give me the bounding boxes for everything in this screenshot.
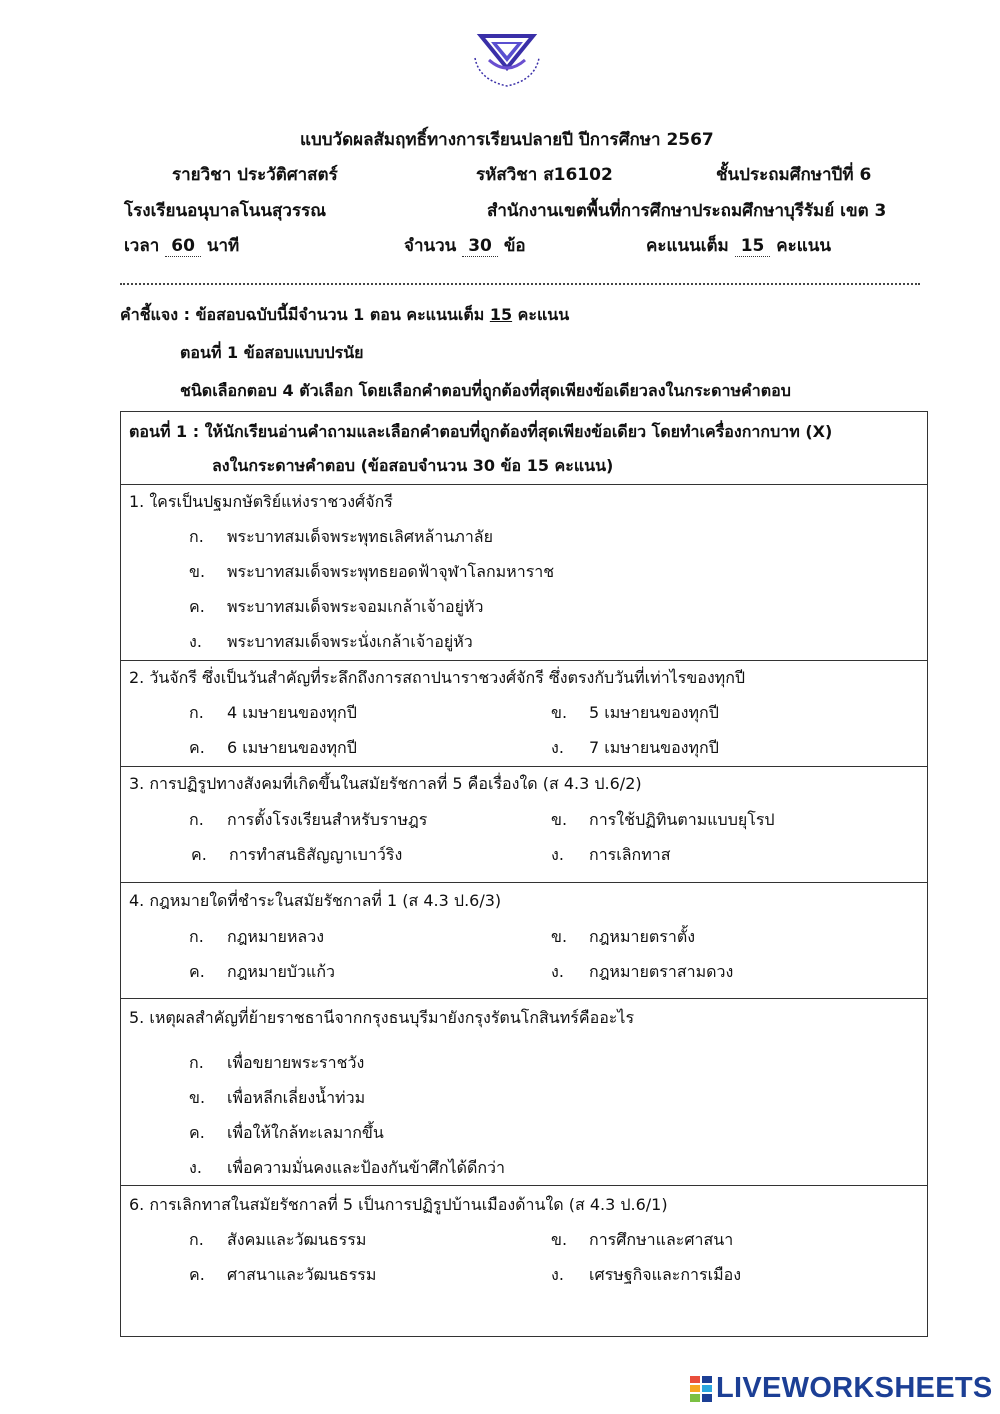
row-divider <box>121 766 927 767</box>
school-emblem-icon <box>467 30 547 92</box>
instructions-line-2: ตอนที่ 1 ข้อสอบแบบปรนัย <box>180 343 364 362</box>
time-value: 60 <box>165 236 201 257</box>
liveworksheets-brand <box>690 1372 993 1405</box>
answer-option[interactable]: ข. 5 เมษายนของทุกปี <box>551 703 719 722</box>
answer-option[interactable]: ก. การตั้งโรงเรียนสำหรับราษฎร <box>189 810 428 829</box>
answer-option[interactable]: ง. เพื่อความมั่นคงและป้องกันข้าศึกได้ดีกว่า <box>189 1158 506 1177</box>
answer-option[interactable]: ง. 7 เมษายนของทุกปี <box>551 738 719 757</box>
section-header-line-1: ตอนที่ 1 : ให้นักเรียนอ่านคำถามและเลือกคำตอบที่ถูกต้องที่สุดเพียงข้อเดียว โดยทำเครื่องกากบาท (X) <box>129 422 833 441</box>
answer-option[interactable]: ก. สังคมและวัฒนธรรม <box>189 1230 367 1249</box>
question-4: 4. กฎหมายใดที่ชำระในสมัยรัชกาลที่ 1 (ส 4.3 ป.6/3) <box>129 891 502 910</box>
full-score-value: 15 <box>735 236 771 257</box>
answer-option[interactable]: ก. กฎหมายหลวง <box>189 927 325 946</box>
answer-option[interactable]: ข. พระบาทสมเด็จพระพุทธยอดฟ้าจุฬาโลกมหาราช <box>189 562 555 581</box>
school-name: โรงเรียนอนุบาลโนนสุวรรณ <box>124 201 326 221</box>
answer-option[interactable]: ก. เพื่อขยายพระราชวัง <box>189 1053 365 1072</box>
answer-option[interactable]: ง. กฎหมายตราสามดวง <box>551 962 734 981</box>
answer-option[interactable]: ค. การทำสนธิสัญญาเบาว์ริง <box>191 845 403 864</box>
question-6: 6. การเลิกทาสในสมัยรัชกาลที่ 5 เป็นการปฏิรูปบ้านเมืองด้านใด (ส 4.3 ป.6/1) <box>129 1195 668 1214</box>
question-3: 3. การปฏิรูปทางสังคมที่เกิดขึ้นในสมัยรัชกาลที่ 5 คือเรื่องใด (ส 4.3 ป.6/2) <box>129 774 642 793</box>
dotted-divider <box>120 283 920 285</box>
question-2: 2. วันจักรี ซึ่งเป็นวันสำคัญที่ระลึกถึงการสถาปนาราชวงศ์จักรี ซึ่งตรงกับวันที่เท่าไรของทุกปี <box>129 668 746 687</box>
subject-code: รหัสวิชา ส16102 <box>476 165 613 185</box>
question-count-value: 30 <box>462 236 498 257</box>
question-1: 1. ใครเป็นปฐมกษัตริย์แห่งราชวงศ์จักรี <box>129 492 393 511</box>
liveworksheets-logo-icon <box>690 1376 712 1402</box>
answer-option[interactable]: ค. พระบาทสมเด็จพระจอมเกล้าเจ้าอยู่หัว <box>189 597 484 616</box>
subject-label: รายวิชา ประวัติศาสตร์ <box>172 165 338 185</box>
answer-option[interactable]: ค. กฎหมายบัวแก้ว <box>189 962 336 981</box>
question-5: 5. เหตุผลสำคัญที่ย้ายราชธานีจากกรุงธนบุรีมายังกรุงรัตนโกสินทร์คืออะไร <box>129 1008 635 1027</box>
answer-option[interactable]: ข. การใช้ปฏิทินตามแบบยุโรป <box>551 810 775 829</box>
row-divider <box>121 660 927 661</box>
grade-level: ชั้นประถมศึกษาปีที่ 6 <box>716 165 872 185</box>
question-box <box>120 411 928 1337</box>
answer-option[interactable]: ก. 4 เมษายนของทุกปี <box>189 703 357 722</box>
answer-option[interactable]: ค. เพื่อให้ใกล้ทะเลมากขึ้น <box>189 1123 384 1142</box>
instructions-score-value: 15 <box>489 305 513 324</box>
instructions-line-3: ชนิดเลือกตอบ 4 ตัวเลือก โดยเลือกคำตอบที่ถูกต้องที่สุดเพียงข้อเดียวลงในกระดาษคำตอบ <box>180 381 791 400</box>
page-title: แบบวัดผลสัมฤทธิ์ทางการเรียนปลายปี ปีการศึกษา 2567 <box>300 130 714 150</box>
time-info: เวลา 60 นาที <box>124 236 240 256</box>
answer-option[interactable]: ค. 6 เมษายนของทุกปี <box>189 738 357 757</box>
row-divider <box>121 484 927 485</box>
answer-option[interactable]: ง. การเลิกทาส <box>551 845 671 864</box>
answer-option[interactable]: ข. กฎหมายตราตั้ง <box>551 927 696 946</box>
question-count-info: จำนวน 30 ข้อ <box>404 236 526 256</box>
row-divider <box>121 882 927 883</box>
answer-option[interactable]: ง. เศรษฐกิจและการเมือง <box>551 1265 742 1284</box>
full-score-info: คะแนนเต็ม 15 คะแนน <box>646 236 831 256</box>
brand-text: LIVEWORKSHEETS <box>716 1372 993 1404</box>
answer-option[interactable]: ง. พระบาทสมเด็จพระนั่งเกล้าเจ้าอยู่หัว <box>189 632 473 651</box>
answer-option[interactable]: ก. พระบาทสมเด็จพระพุทธเลิศหล้านภาลัย <box>189 527 493 546</box>
row-divider <box>121 1185 927 1186</box>
instructions-line-1: คำชี้แจง : ข้อสอบฉบับนี้มีจำนวน 1 ตอน คะแนนเต็ม 15 คะแนน <box>120 305 570 324</box>
education-office: สำนักงานเขตพื้นที่การศึกษาประถมศึกษาบุรีรัมย์ เขต 3 <box>487 201 887 221</box>
answer-option[interactable]: ค. ศาสนาและวัฒนธรรม <box>189 1265 377 1284</box>
section-header-line-2: ลงในกระดาษคำตอบ (ข้อสอบจำนวน 30 ข้อ 15 คะแนน) <box>212 456 614 475</box>
answer-option[interactable]: ข. เพื่อหลีกเลี่ยงน้ำท่วม <box>189 1088 366 1107</box>
row-divider <box>121 998 927 999</box>
answer-option[interactable]: ข. การศึกษาและศาสนา <box>551 1230 734 1249</box>
